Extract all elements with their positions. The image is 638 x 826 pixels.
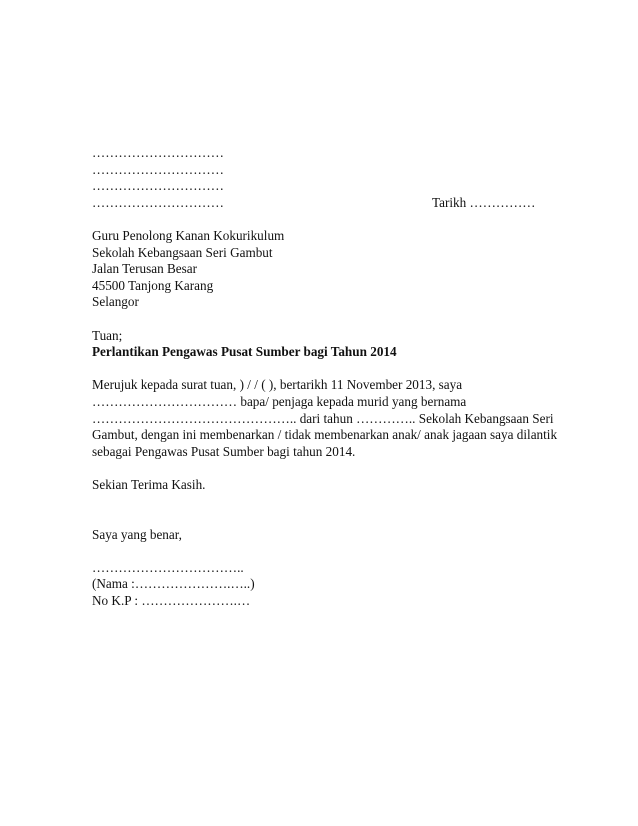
recipient-line-4: 45500 Tanjong Karang: [92, 277, 214, 293]
closing-text: Sekian Terima Kasih.: [92, 476, 206, 492]
date-field: Tarikh ……………: [432, 194, 536, 210]
spacer: [92, 361, 542, 378]
body-line-1: Merujuk kepada surat tuan, ) / / ( ), bertarikh 11 November 2013, saya: [92, 377, 463, 393]
body-line-5: sebagai Pengawas Pusat Sumber bagi tahun 2014.: [92, 443, 356, 459]
recipient-line-3: Jalan Terusan Besar: [92, 261, 198, 277]
recipient-line-1: Guru Penolong Kanan Kokurikulum: [92, 227, 285, 243]
letter-content: [92, 145, 558, 610]
signature-line: ……………………………..: [92, 559, 244, 575]
name-line: (Nama :………………….…..): [92, 576, 255, 592]
letter-subject: Perlantikan Pengawas Pusat Sumber bagi Tahun 2014: [92, 344, 397, 360]
sender-address-line-4: …………………………: [92, 194, 224, 210]
spacer: [92, 211, 542, 228]
body-line-3: ……………………………………….. dari tahun ………….. Sekolah Kebangsaan Seri: [92, 410, 554, 426]
recipient-address: [92, 228, 542, 311]
sender-address-line-2: …………………………: [92, 161, 224, 177]
spacer: [92, 543, 542, 560]
body-line-4: Gambut, dengan ini membenarkan / tidak membenarkan anak/ anak jagaan saya dilantik: [92, 427, 558, 443]
sender-address-line-1: …………………………: [92, 145, 224, 160]
sender-date-row: [92, 195, 542, 212]
spacer: [92, 493, 542, 526]
spacer: [92, 311, 542, 328]
letter-body: [92, 377, 558, 460]
body-line-2: …………………………… bapa/ penjaga kepada murid yang bernama: [92, 393, 467, 409]
recipient-line-5: Selangor: [92, 294, 139, 310]
signoff-text: Saya yang benar,: [92, 526, 182, 542]
salutation: Tuan;: [92, 327, 123, 343]
spacer: [92, 460, 542, 477]
recipient-line-2: Sekolah Kebangsaan Seri Gambut: [92, 244, 273, 260]
ic-number-line: No K.P : ………………….…: [92, 593, 251, 609]
sender-address-line-3: …………………………: [92, 178, 224, 194]
